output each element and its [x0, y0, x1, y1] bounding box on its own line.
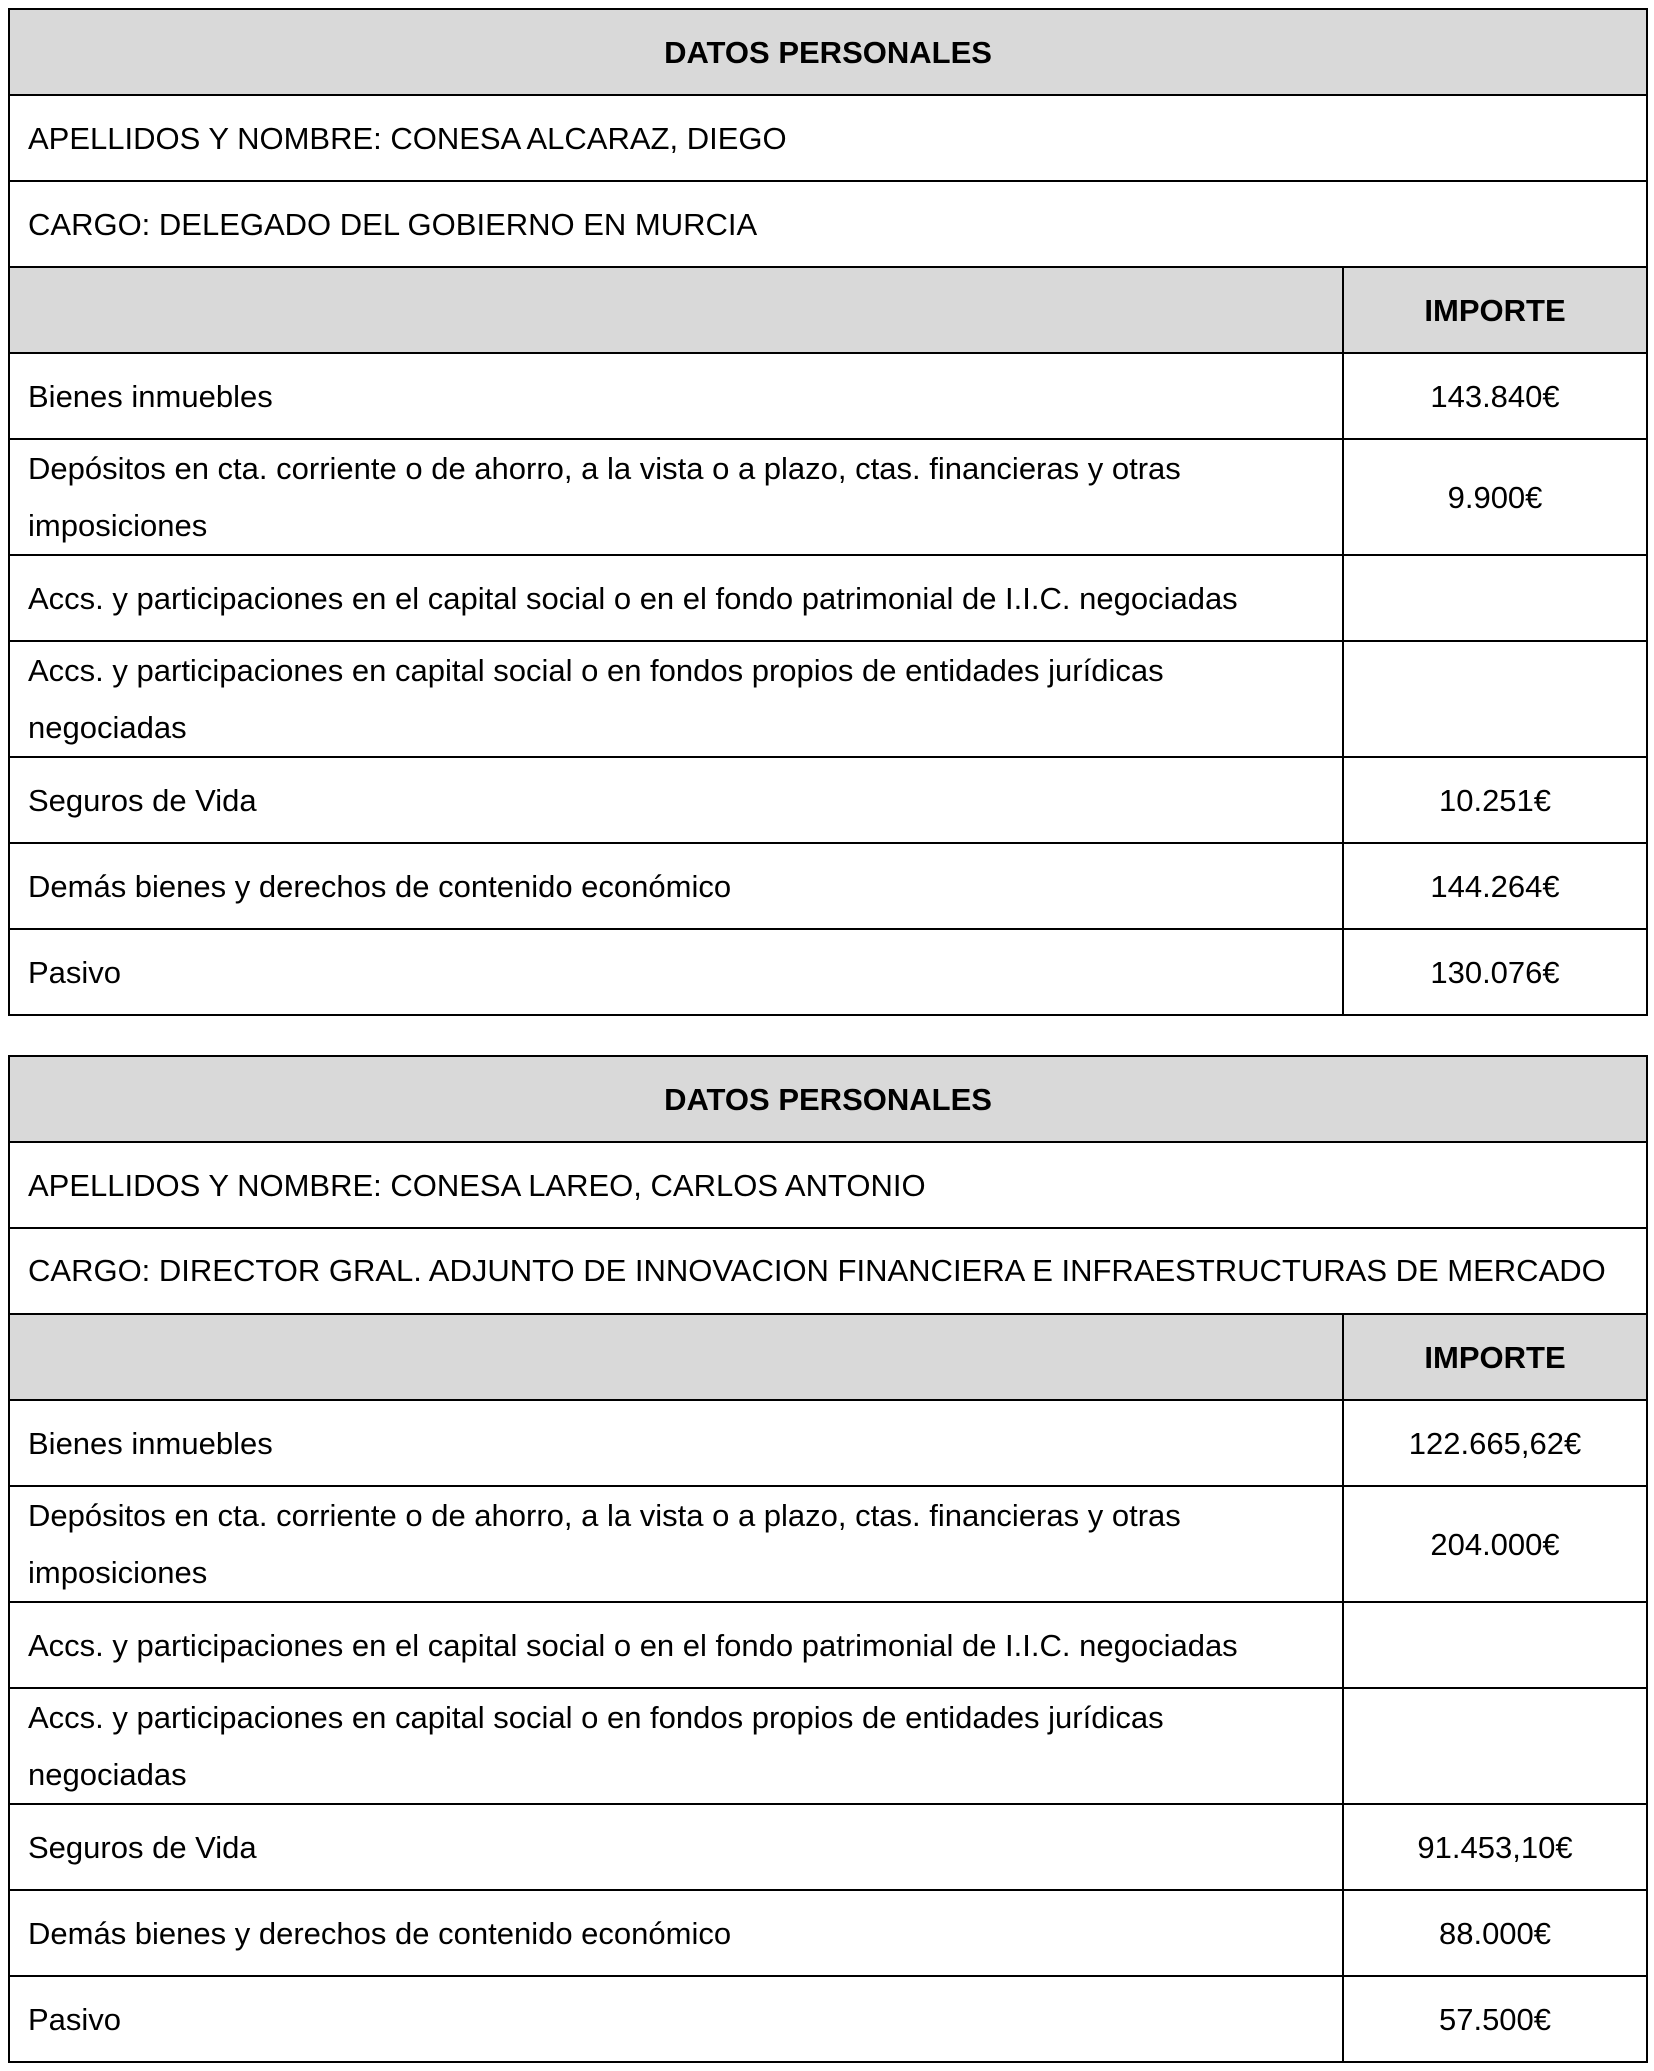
asset-label: Bienes inmuebles — [9, 353, 1343, 439]
asset-label: Depósitos en cta. corriente o de ahorro, a la vista o a plazo, ctas. financieras y otras imposiciones — [9, 1486, 1343, 1602]
asset-amount: 122.665,62€ — [1343, 1400, 1647, 1486]
cargo-field: CARGO: DIRECTOR GRAL. ADJUNTO DE INNOVACION FINANCIERA E INFRAESTRUCTURAS DE MERCADO — [9, 1228, 1647, 1314]
asset-row — [9, 555, 1647, 641]
asset-label: Bienes inmuebles — [9, 1400, 1343, 1486]
name-field: APELLIDOS Y NOMBRE: CONESA ALCARAZ, DIEGO — [9, 95, 1647, 181]
asset-label: Accs. y participaciones en el capital social o en el fondo patrimonial de I.I.C. negociadas — [9, 555, 1343, 641]
header-blank-cell — [9, 1314, 1343, 1400]
asset-label: Pasivo — [9, 1976, 1343, 2062]
asset-row — [9, 929, 1647, 1015]
asset-row — [9, 1804, 1647, 1890]
amount-header-row — [9, 267, 1647, 353]
asset-amount: 130.076€ — [1343, 929, 1647, 1015]
declaration-table-2 — [8, 1055, 1648, 2063]
asset-amount: 143.840€ — [1343, 353, 1647, 439]
amount-header: IMPORTE — [1343, 1314, 1647, 1400]
asset-row — [9, 1976, 1647, 2062]
declaration-table-1 — [8, 8, 1648, 1016]
asset-label: Demás bienes y derechos de contenido económico — [9, 1890, 1343, 1976]
asset-amount: 57.500€ — [1343, 1976, 1647, 2062]
asset-row — [9, 641, 1647, 757]
asset-label: Demás bienes y derechos de contenido económico — [9, 843, 1343, 929]
asset-row — [9, 757, 1647, 843]
asset-row — [9, 1486, 1647, 1602]
amount-header: IMPORTE — [1343, 267, 1647, 353]
cargo-row — [9, 181, 1647, 267]
asset-row — [9, 1602, 1647, 1688]
asset-label: Seguros de Vida — [9, 1804, 1343, 1890]
asset-amount — [1343, 1602, 1647, 1688]
asset-amount: 91.453,10€ — [1343, 1804, 1647, 1890]
amount-header-row — [9, 1314, 1647, 1400]
asset-label: Depósitos en cta. corriente o de ahorro, a la vista o a plazo, ctas. financieras y otras imposiciones — [9, 439, 1343, 555]
asset-amount — [1343, 641, 1647, 757]
section-title: DATOS PERSONALES — [9, 1056, 1647, 1142]
asset-amount: 88.000€ — [1343, 1890, 1647, 1976]
asset-row — [9, 439, 1647, 555]
asset-label: Accs. y participaciones en el capital social o en el fondo patrimonial de I.I.C. negociadas — [9, 1602, 1343, 1688]
name-row — [9, 1142, 1647, 1228]
asset-row — [9, 1890, 1647, 1976]
section-header-row — [9, 9, 1647, 95]
asset-amount: 144.264€ — [1343, 843, 1647, 929]
asset-label: Pasivo — [9, 929, 1343, 1015]
asset-label: Seguros de Vida — [9, 757, 1343, 843]
asset-amount: 10.251€ — [1343, 757, 1647, 843]
name-row — [9, 95, 1647, 181]
section-title: DATOS PERSONALES — [9, 9, 1647, 95]
asset-amount: 204.000€ — [1343, 1486, 1647, 1602]
asset-amount — [1343, 1688, 1647, 1804]
section-header-row — [9, 1056, 1647, 1142]
header-blank-cell — [9, 267, 1343, 353]
asset-label: Accs. y participaciones en capital social o en fondos propios de entidades jurídicas negociadas — [9, 641, 1343, 757]
asset-row — [9, 1688, 1647, 1804]
cargo-row — [9, 1228, 1647, 1314]
asset-amount: 9.900€ — [1343, 439, 1647, 555]
asset-amount — [1343, 555, 1647, 641]
cargo-field: CARGO: DELEGADO DEL GOBIERNO EN MURCIA — [9, 181, 1647, 267]
name-field: APELLIDOS Y NOMBRE: CONESA LAREO, CARLOS ANTONIO — [9, 1142, 1647, 1228]
asset-row — [9, 843, 1647, 929]
asset-label: Accs. y participaciones en capital social o en fondos propios de entidades jurídicas negociadas — [9, 1688, 1343, 1804]
asset-row — [9, 353, 1647, 439]
asset-row — [9, 1400, 1647, 1486]
